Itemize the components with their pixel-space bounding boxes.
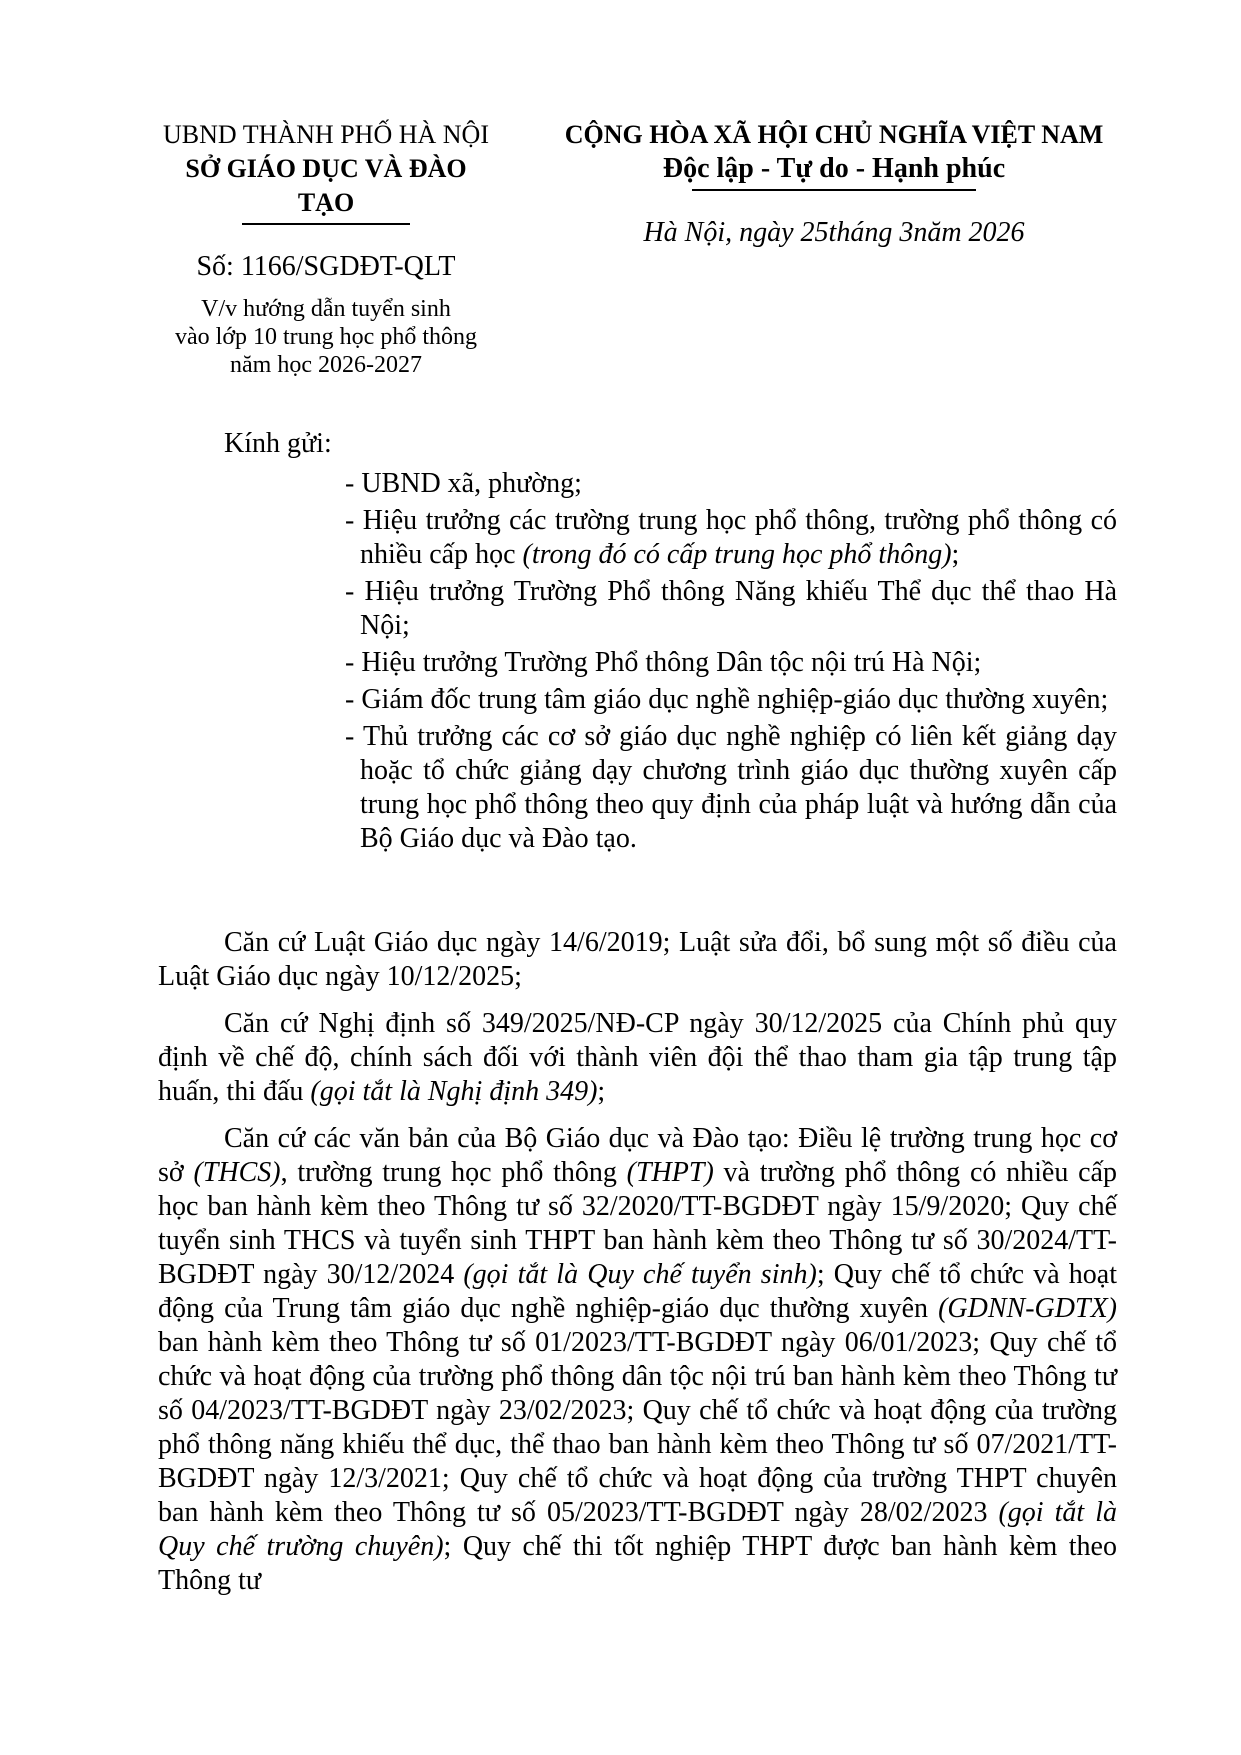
- motto-underline: [692, 189, 976, 191]
- subject-line: năm học 2026-2027: [230, 352, 422, 378]
- salutation: Kính gửi:: [224, 428, 332, 459]
- place-date-line: Hà Nội, ngày 25tháng 3năm 2026: [643, 217, 1025, 248]
- subject-line: V/v hướng dẫn tuyển sinh: [201, 296, 451, 322]
- body-paragraph: Căn cứ Luật Giáo dục ngày 14/6/2019; Luật sửa đổi, bổ sung một số điều của Luật Giáo dục ngày 10/12/2025;: [158, 927, 1117, 992]
- recipient-item: - UBND xã, phường;: [345, 468, 582, 499]
- document-subject: [158, 295, 494, 379]
- document-body: [158, 926, 1117, 1598]
- agency-underline: [242, 223, 410, 225]
- subject-line: vào lớp 10 trung học phổ thông: [175, 324, 477, 350]
- national-motto: Độc lập - Tự do - Hạnh phúc: [662, 153, 1006, 184]
- document-header: [158, 118, 1117, 379]
- recipient-item: - Hiệu trưởng các trường trung học phổ thông, trường phổ thông có nhiều cấp học (trong đó có cấp trung học phổ thông);: [345, 505, 1117, 570]
- parent-agency-name: UBND THÀNH PHỐ HÀ NỘI: [163, 120, 489, 149]
- issuing-agency-block: [158, 118, 494, 379]
- document-number: Số: 1166/SGDĐT-QLT: [196, 251, 456, 282]
- recipient-item: - Thủ trưởng các cơ sở giáo dục nghề nghiệp có liên kết giảng dạy hoặc tổ chức giảng dạy chương trình giáo dục thường xuyên cấp trung học phổ thông theo quy định của pháp luật và hướng dẫn của Bộ Giáo dục và Đào tạo.: [345, 721, 1117, 854]
- body-paragraph: Căn cứ Nghị định số 349/2025/NĐ-CP ngày 30/12/2025 của Chính phủ quy định về chế độ, chính sách đối với thành viên đội thể thao tham gia tập trung tập huấn, thi đấu (gọi tắt là Nghị định 349);: [158, 1008, 1117, 1107]
- national-title: CỘNG HÒA XÃ HỘI CHỦ NGHĨA VIỆT NAM: [564, 120, 1104, 149]
- national-header-block: [551, 118, 1117, 250]
- recipient-list: [158, 467, 1117, 856]
- recipient-item: - Hiệu trưởng Trường Phổ thông Năng khiếu Thể dục thể thao Hà Nội;: [345, 576, 1117, 641]
- recipient-item: - Giám đốc trung tâm giáo dục nghề nghiệp-giáo dục thường xuyên;: [345, 684, 1109, 715]
- recipient-item: - Hiệu trưởng Trường Phổ thông Dân tộc nội trú Hà Nội;: [345, 647, 982, 678]
- body-paragraph: Căn cứ các văn bản của Bộ Giáo dục và Đào tạo: Điều lệ trường trung học cơ sở (THCS), trường trung học phổ thông (THPT) và trường phổ thông có nhiều cấp học ban hành kèm theo Thông tư số 32/2020/TT-BGDĐT ngày 15/9/2020; Quy chế tuyển sinh THCS và tuyển sinh THPT ban hành kèm theo Thông tư số 30/2024/TT-BGDĐT ngày 30/12/2024 (gọi tắt là Quy chế tuyển sinh); Quy chế tổ chức và hoạt động của Trung tâm giáo dục nghề nghiệp-giáo dục thường xuyên (GDNN-GDTX) ban hành kèm theo Thông tư số 01/2023/TT-BGDĐT ngày 06/01/2023; Quy chế tổ chức và hoạt động của trường phổ thông dân tộc nội trú ban hành kèm theo Thông tư số 04/2023/TT-BGDĐT ngày 23/02/2023; Quy chế tổ chức và hoạt động của trường phổ thông năng khiếu thể dục, thể thao ban hành kèm theo Thông tư số 07/2021/TT-BGDĐT ngày 12/3/2021; Quy chế tổ chức và hoạt động của trường THPT chuyên ban hành kèm theo Thông tư số 05/2023/TT-BGDĐT ngày 28/02/2023 (gọi tắt là Quy chế trường chuyên); Quy chế thi tốt nghiệp THPT được ban hành kèm theo Thông tư: [158, 1123, 1117, 1596]
- agency-name: SỞ GIÁO DỤC VÀ ĐÀO TẠO: [185, 154, 467, 217]
